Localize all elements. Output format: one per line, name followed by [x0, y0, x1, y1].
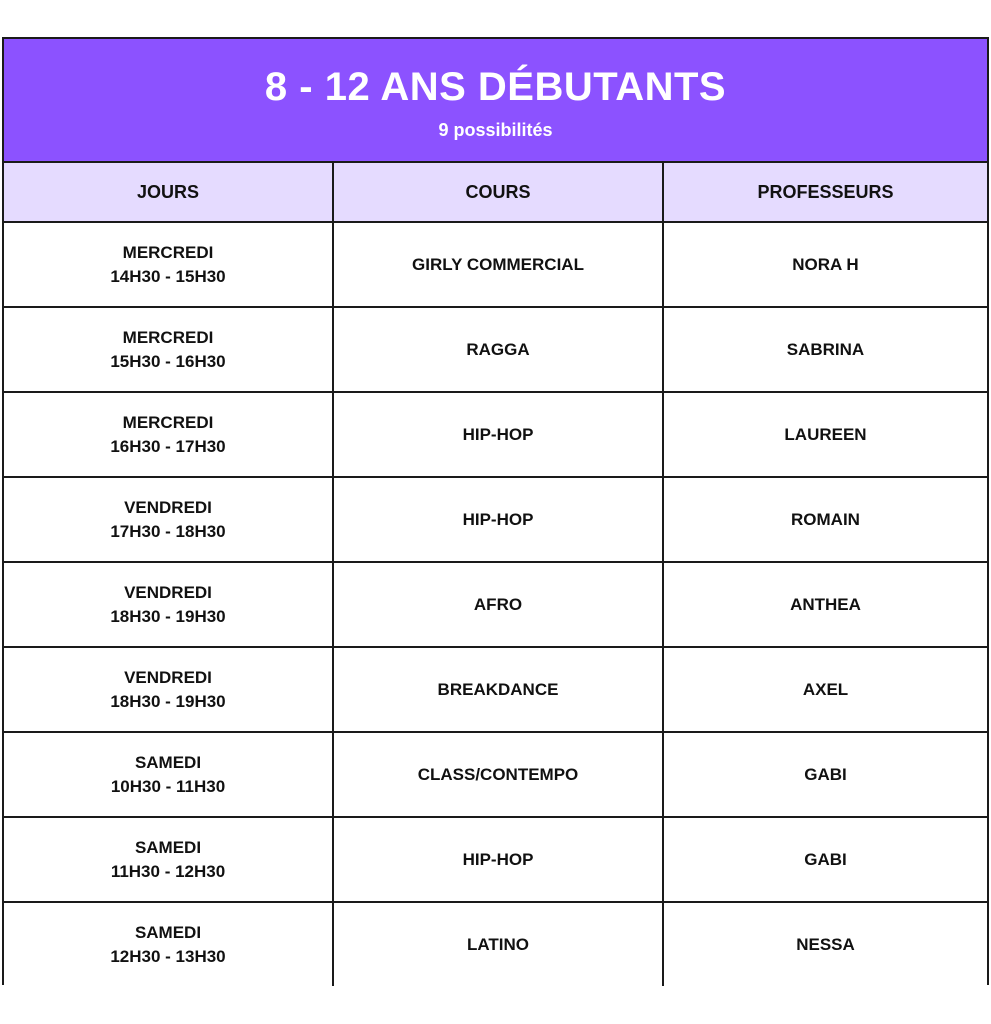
course-cell: HIP-HOP	[333, 817, 663, 902]
course-cell: LATINO	[333, 902, 663, 986]
teacher-cell: ROMAIN	[663, 477, 987, 562]
course-cell: GIRLY COMMERCIAL	[333, 222, 663, 307]
teacher-cell: NESSA	[663, 902, 987, 986]
day-cell	[4, 392, 333, 477]
teacher-cell: SABRINA	[663, 307, 987, 392]
table-row	[4, 732, 987, 817]
column-header-courses: COURS	[333, 163, 663, 222]
time-slot: 11H30 - 12H30	[110, 861, 226, 881]
day-label: SAMEDI	[134, 922, 202, 942]
table-row	[4, 647, 987, 732]
teacher-cell: AXEL	[663, 647, 987, 732]
table-row	[4, 307, 987, 392]
time-slot: 17H30 - 18H30	[110, 521, 226, 541]
course-cell: AFRO	[333, 562, 663, 647]
schedule-sheet	[2, 37, 989, 985]
day-label: MERCREDI	[122, 242, 214, 262]
column-header-days: JOURS	[4, 163, 333, 222]
course-cell: HIP-HOP	[333, 392, 663, 477]
table-row	[4, 562, 987, 647]
column-header-teachers: PROFESSEURS	[663, 163, 987, 222]
table-row	[4, 222, 987, 307]
table-header-row	[4, 163, 987, 222]
time-slot: 18H30 - 19H30	[110, 606, 226, 626]
day-cell	[4, 477, 333, 562]
day-cell	[4, 647, 333, 732]
course-cell: BREAKDANCE	[333, 647, 663, 732]
table-row	[4, 902, 987, 986]
time-slot: 16H30 - 17H30	[110, 436, 226, 456]
teacher-cell: ANTHEA	[663, 562, 987, 647]
title-banner	[4, 39, 987, 163]
teacher-cell: LAUREEN	[663, 392, 987, 477]
day-label: VENDREDI	[124, 667, 212, 687]
table-row	[4, 477, 987, 562]
time-slot: 14H30 - 15H30	[110, 266, 226, 286]
time-slot: 12H30 - 13H30	[110, 946, 226, 966]
table-row	[4, 817, 987, 902]
time-slot: 18H30 - 19H30	[110, 691, 226, 711]
teacher-cell: GABI	[663, 817, 987, 902]
day-label: SAMEDI	[134, 752, 202, 772]
table-row	[4, 392, 987, 477]
day-label: MERCREDI	[122, 412, 214, 432]
course-cell: CLASS/CONTEMPO	[333, 732, 663, 817]
day-label: VENDREDI	[124, 497, 212, 517]
day-cell	[4, 222, 333, 307]
day-cell	[4, 307, 333, 392]
teacher-cell: NORA H	[663, 222, 987, 307]
schedule-table	[4, 163, 987, 986]
day-cell	[4, 732, 333, 817]
course-cell: RAGGA	[333, 307, 663, 392]
time-slot: 15H30 - 16H30	[110, 351, 226, 371]
day-label: MERCREDI	[122, 327, 214, 347]
day-label: SAMEDI	[134, 837, 202, 857]
day-cell	[4, 902, 333, 986]
page-title: 8 - 12 ANS DÉBUTANTS	[264, 65, 727, 109]
course-cell: HIP-HOP	[333, 477, 663, 562]
day-cell	[4, 817, 333, 902]
time-slot: 10H30 - 11H30	[110, 776, 226, 796]
day-label: VENDREDI	[124, 582, 212, 602]
day-cell	[4, 562, 333, 647]
page-subtitle: 9 possibilités	[438, 120, 553, 140]
teacher-cell: GABI	[663, 732, 987, 817]
